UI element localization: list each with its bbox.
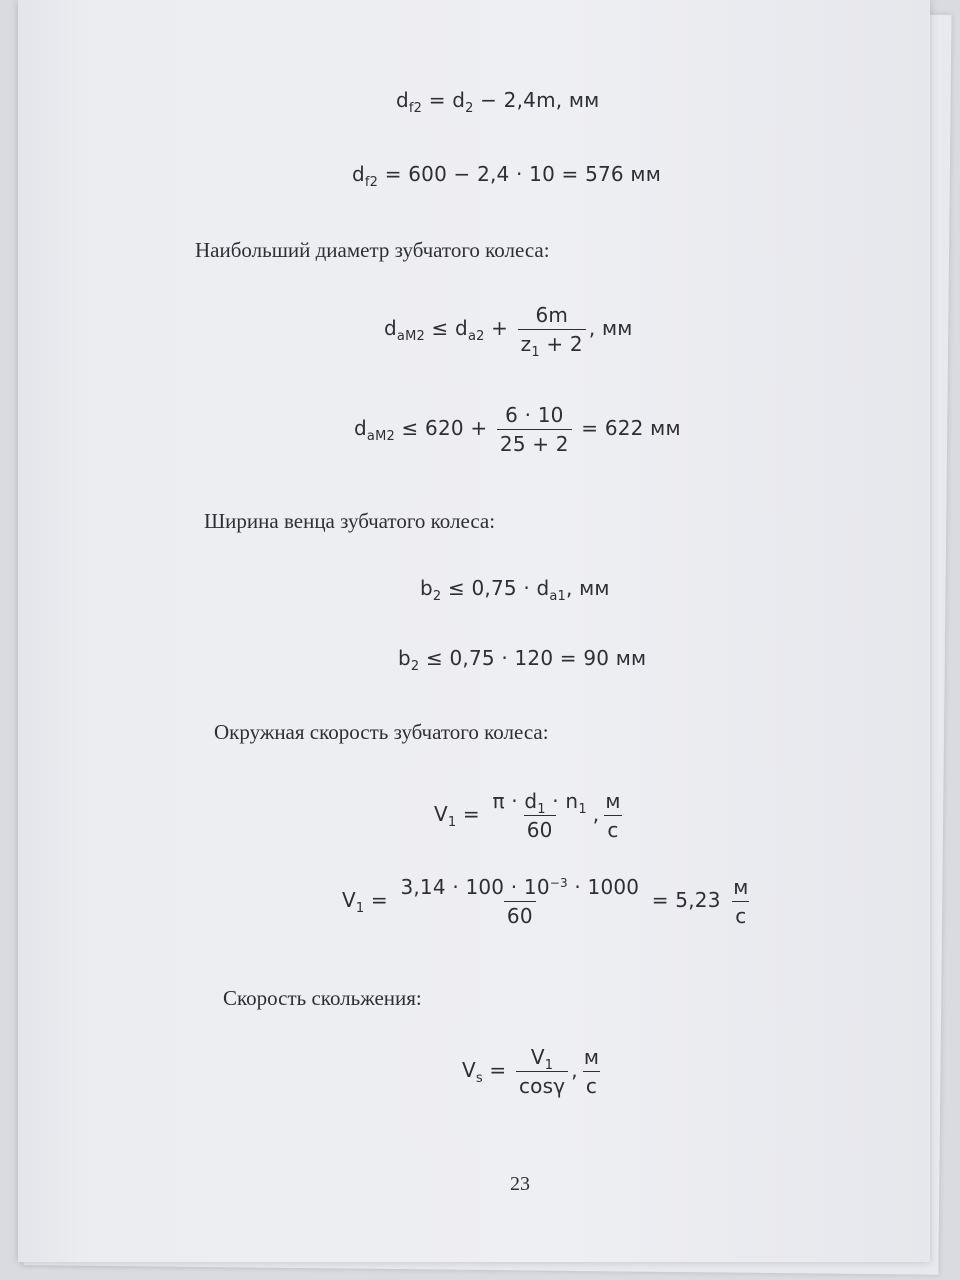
unit-fraction: $\frac{м}{с}$ (733, 875, 749, 928)
formula-b2-value: $b_2 \le 0,75 \cdot 120 = 90$ мм (398, 646, 647, 674)
paragraph-peripheral-speed: Окружная скорость зубчатого колеса: (214, 720, 549, 744)
formula-b2-general: $b_2 \le 0,75 \cdot d_{a1}$, мм (420, 576, 610, 604)
fraction: $\frac{6m}{z_1 + 2}$ (518, 304, 586, 355)
fraction: $\frac{V_1}{\cos\gamma}$ (516, 1046, 568, 1097)
formula-dam2-value: $d_{aM2} \le 620$ + $\frac{6 \cdot 10}{25 + 2}$ = 622 мм (354, 403, 681, 456)
paragraph-largest-diameter: Наибольший диаметр зубчатого колеса: (195, 238, 550, 262)
document-page (18, 0, 930, 1262)
unit-fraction: $\frac{м}{с}$ (583, 1045, 600, 1098)
formula-vs-general: $V_s$ = $\frac{V_1}{\cos\gamma}$ , $\frac{м}{с}$ (462, 1046, 605, 1097)
unit-fraction: $\frac{м}{с}$ (605, 789, 621, 842)
formula-df2-general: $d_{f2} = d_2 - 2,4m$, мм (396, 88, 600, 116)
formula-dam2-general: $d_{aM2} \le d_{a2}$ + $\frac{6m}{z_1 + 2}$ , мм (384, 303, 633, 360)
fraction: $\frac{3,14 \cdot 100 \cdot 10^{-3} \cdot 1000}{60}$ (400, 875, 640, 928)
fraction: $\frac{\pi \cdot d_1 \cdot n_1}{60}$ (492, 789, 587, 842)
paragraph-rim-width: Ширина венца зубчатого колеса: (204, 509, 496, 533)
page-number: 23 (510, 1173, 530, 1195)
formula-df2-value: $d_{f2} = 600 - 2,4 \cdot 10 = 576$ мм (352, 162, 661, 190)
paragraph-sliding-speed: Скорость скольжения: (223, 986, 422, 1010)
formula-v1-value: $V_1$ = $\frac{3,14 \cdot 100 \cdot 10^{-3} \cdot 1000}{60}$ = 5,23 $\frac{м}{с}$ (342, 876, 755, 927)
fraction: $\frac{6 \cdot 10}{25 + 2}$ (497, 404, 572, 455)
formula-v1-general: $V_1$ = $\frac{\pi \cdot d_1 \cdot n_1}{60}$ , $\frac{м}{с}$ (434, 790, 627, 841)
